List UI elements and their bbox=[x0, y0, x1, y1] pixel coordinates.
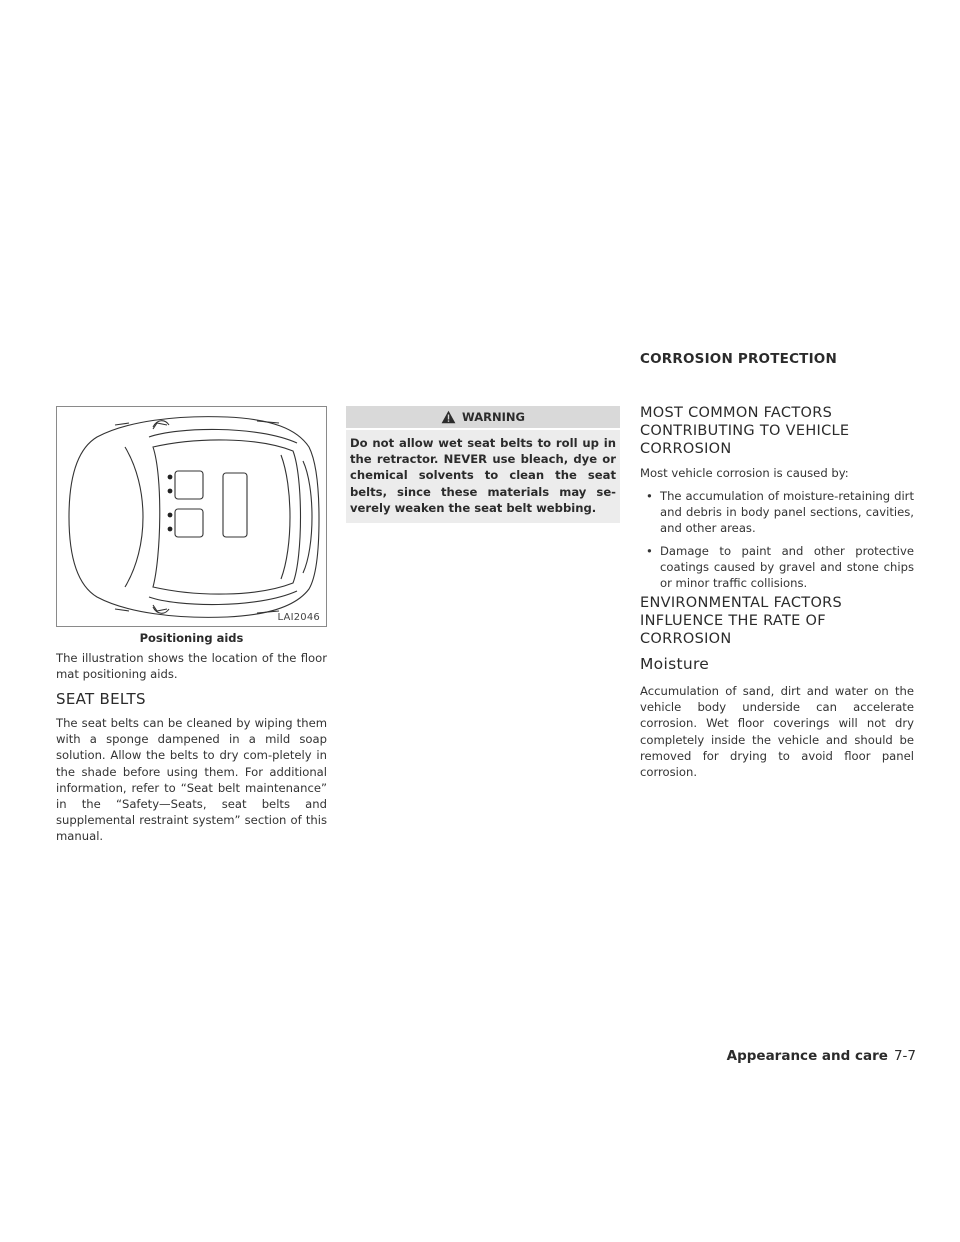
warning-box bbox=[346, 406, 620, 523]
seat-belts-heading: SEAT BELTS bbox=[56, 690, 146, 708]
figure-code: LAI2046 bbox=[277, 612, 320, 623]
warning-triangle-icon bbox=[441, 410, 456, 424]
list-item: • Damage to paint and other protective coatings caused by gravel and stone chips or minor traffic collisions. bbox=[646, 543, 914, 591]
common-factors-heading: MOST COMMON FACTORS CONTRIBUTING TO VEHICLE CORROSION bbox=[640, 405, 850, 457]
moisture-heading: Moisture bbox=[640, 655, 710, 673]
warning-text: Do not allow wet seat belts to roll up in the retractor. NEVER use bleach, dye or chemical solvents to clean the seat belts, since these materials may se-verely weaken the seat belt webbing. bbox=[346, 430, 620, 523]
common-factors-list bbox=[640, 488, 914, 597]
page-footer bbox=[600, 1048, 916, 1064]
warning-label: WARNING bbox=[462, 410, 525, 424]
warning-header bbox=[346, 406, 620, 428]
figure-caption: Positioning aids bbox=[139, 631, 244, 645]
moisture-paragraph: Accumulation of sand, dirt and water on the vehicle body underside can accelerate corrosion. Wet floor coverings will not dry completely inside the vehicle and should be removed for drying to avoid floor panel corrosion. bbox=[640, 684, 914, 780]
intro-paragraph: The illustration shows the location of the floor mat positioning aids. bbox=[56, 651, 327, 682]
list-item: • The accumulation of moisture-retaining dirt and debris in body panel sections, cavities, and other areas. bbox=[646, 489, 914, 536]
common-factors-intro: Most vehicle corrosion is caused by: bbox=[640, 466, 849, 480]
environmental-factors-heading: ENVIRONMENTAL FACTORS INFLUENCE THE RATE OF CORROSION bbox=[640, 595, 843, 647]
car-top-view-drawing bbox=[57, 407, 326, 626]
footer-section-title: Appearance and care bbox=[726, 1048, 888, 1064]
seat-belts-paragraph: The seat belts can be cleaned by wiping them with a sponge dampened in a mild soap solution. Allow the belts to dry com-pletely in the shade before using them. For additional information, refer to “Seat belt maintenance” in the “Safety—Seats, seat belts and supplemental restraint system” section of this manual. bbox=[56, 716, 327, 844]
page-number: 7-7 bbox=[893, 1048, 916, 1064]
corrosion-protection-heading: CORROSION PROTECTION bbox=[640, 351, 837, 367]
floor-mat-illustration bbox=[56, 406, 327, 627]
